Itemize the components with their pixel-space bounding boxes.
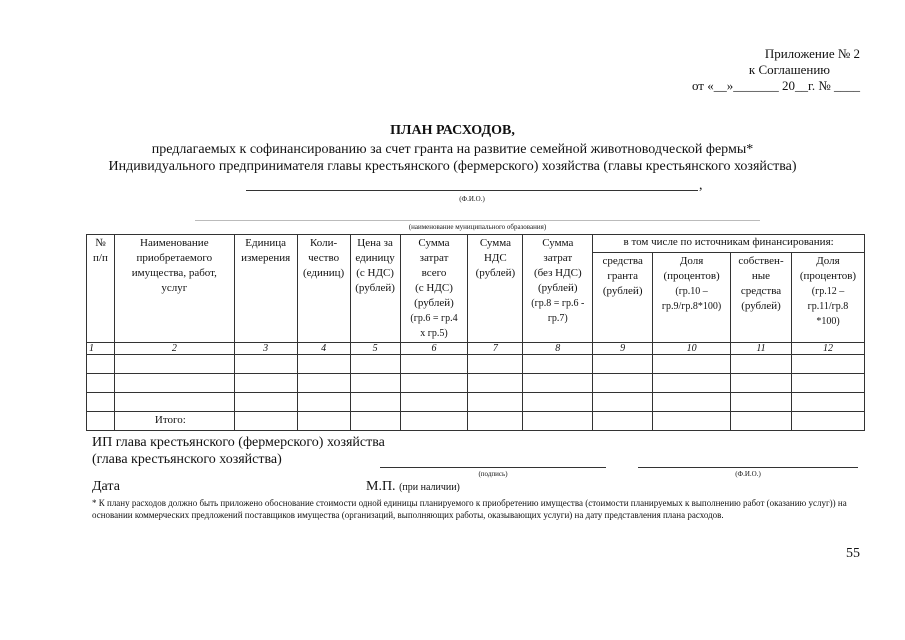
page-number: 55 — [846, 546, 860, 561]
header-col-5: Цена за единицу (с НДС) (рублей) — [350, 235, 400, 343]
appendix-line-1: Приложение № 2 — [764, 46, 860, 61]
fio-caption: (Ф.И.О.) — [459, 195, 485, 203]
col-number: 1 — [87, 343, 115, 355]
mp-note: (при наличии) — [399, 482, 460, 493]
col-number: 10 — [653, 343, 731, 355]
header-col-2: Наименование приобретаемого имущества, работ, услуг — [114, 235, 234, 343]
appendix-line-3: от «__»_______ 20__г. № ____ — [691, 78, 860, 93]
ip-head-line-1: ИП глава крестьянского (фермерского) хозяйства — [92, 435, 385, 450]
col-number: 8 — [523, 343, 593, 355]
appendix-line-2: к Соглашению — [748, 62, 830, 77]
signature-caption: (подпись) — [478, 470, 508, 478]
col-number: 11 — [731, 343, 792, 355]
table-row — [87, 393, 865, 412]
header-col-8: Сумма затрат (без НДС) (рублей) (гр.8 = гр.6 - гр.7) — [523, 235, 593, 343]
table-total-row — [87, 412, 865, 431]
footnote: * К плану расходов должно быть приложено обоснование стоимости одной единицы планируемого к приобретению имущества (стоимости планируемых к выполнению работ (оказанию услуг)) на основании коммерческих предложений поставщиков имущества (организаций, выполняющих работы, оказывающих услуги) на дату представления плана расходов. — [92, 498, 847, 520]
header-col-3: Единица измерения — [234, 235, 297, 343]
municipality-caption: (наименование муниципального образования) — [408, 223, 547, 231]
header-col-9: средства гранта (рублей) — [593, 253, 653, 343]
col-number: 5 — [350, 343, 400, 355]
table-header-row — [87, 235, 865, 253]
total-label: Итого: — [114, 412, 234, 431]
appendix-block — [692, 46, 860, 94]
column-numbers-row — [87, 343, 865, 355]
header-col-1: № п/п — [87, 235, 115, 343]
fio-signature-line — [638, 466, 858, 468]
stamp-place — [366, 478, 460, 496]
header-col-10: Доля (процентов) (гр.10 – гр.9/гр.8*100) — [653, 253, 731, 343]
col-number: 9 — [593, 343, 653, 355]
fio-comma: , — [699, 178, 703, 193]
title-entity: Индивидуального предпринимателя главы крестьянского (фермерского) хозяйства (главы крестьянского хозяйства) — [108, 159, 797, 174]
fio-signature-caption: (Ф.И.О.) — [735, 470, 761, 478]
signature-line — [380, 466, 606, 468]
table-row — [87, 355, 865, 374]
header-col-7: Сумма НДС (рублей) — [468, 235, 523, 343]
title-subline: предлагаемых к софинансированию за счет гранта на развитие семейной животноводческой фермы* — [151, 142, 754, 157]
col-number: 3 — [234, 343, 297, 355]
ip-head-line-2: (глава крестьянского хозяйства) — [92, 452, 282, 467]
header-col-6: Сумма затрат всего (с НДС) (рублей) (гр.6 = гр.4 х гр.5) — [400, 235, 468, 343]
header-col-12: Доля (процентов) (гр.12 – гр.11/гр.8 *100) — [791, 253, 864, 343]
header-col-4: Коли- чество (единиц) — [297, 235, 350, 343]
expense-plan-table — [86, 234, 865, 431]
header-funding-group: в том числе по источникам финансирования: — [593, 235, 865, 253]
table-row — [87, 374, 865, 393]
fio-fill-line — [246, 178, 698, 191]
page-title: ПЛАН РАСХОДОВ, — [390, 123, 515, 138]
header-col-11: собствен- ные средства (рублей) — [731, 253, 792, 343]
col-number: 2 — [114, 343, 234, 355]
municipality-fill-line — [195, 219, 760, 221]
col-number: 4 — [297, 343, 350, 355]
col-number: 6 — [400, 343, 468, 355]
col-number: 12 — [791, 343, 864, 355]
col-number: 7 — [468, 343, 523, 355]
mp-label: М.П. — [366, 479, 396, 494]
date-label: Дата — [92, 479, 120, 494]
